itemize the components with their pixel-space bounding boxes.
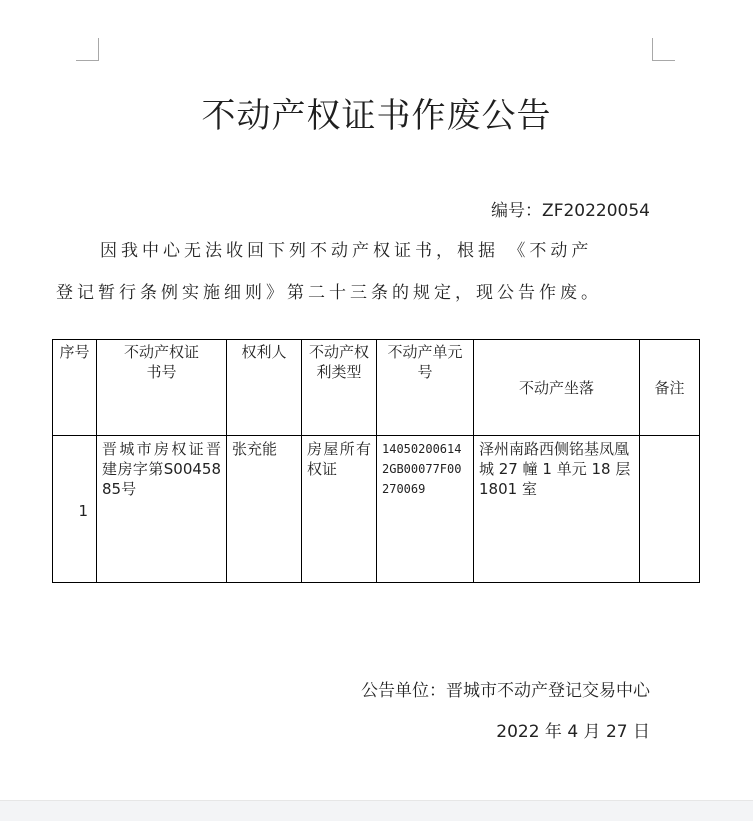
- margin-corner-mark-left: [76, 38, 99, 61]
- header-index: 序号: [53, 340, 97, 436]
- announcement-date: 2022 年 4 月 27 日: [496, 722, 650, 742]
- header-cert-number: 不动产权证书号: [97, 340, 227, 436]
- void-certificate-table: [52, 339, 700, 583]
- header-unit-number: 不动产单元号: [377, 340, 474, 436]
- issuing-unit: 公告单位：晋城市不动产登记交易中心: [361, 681, 650, 701]
- header-remark: 备注: [640, 340, 700, 436]
- viewer-bottom-bar: [0, 800, 753, 821]
- cell-owner: 张充能: [227, 436, 302, 583]
- cell-unit-number: 140502006142GB00077F00270069: [377, 436, 474, 583]
- header-right-type: 不动产权利类型: [302, 340, 377, 436]
- cell-right-type: 房屋所有权证: [302, 436, 377, 583]
- table-header-row: [53, 340, 700, 436]
- margin-corner-mark-right: [652, 38, 675, 61]
- cell-index: 1: [53, 436, 97, 583]
- cell-remark: [640, 436, 700, 583]
- document-title: 不动产权证书作废公告: [201, 96, 552, 136]
- document-number: 编号：ZF20220054: [491, 201, 650, 221]
- header-owner: 权利人: [227, 340, 302, 436]
- cell-cert-number: 晋城市房权证晋建房字第S0045885号: [97, 436, 227, 583]
- body-paragraph-line-1: 因我中心无法收回下列不动产权证书，根据 《不动产: [100, 241, 593, 261]
- cell-location: 泽州南路西侧铭基凤凰城 27 幢 1 单元 18 层 1801 室: [474, 436, 640, 583]
- body-paragraph-line-2: 登记暂行条例实施细则》第二十三条的规定，现公告作废。: [56, 283, 602, 303]
- header-location: 不动产坐落: [474, 340, 640, 436]
- table-row: [53, 436, 700, 583]
